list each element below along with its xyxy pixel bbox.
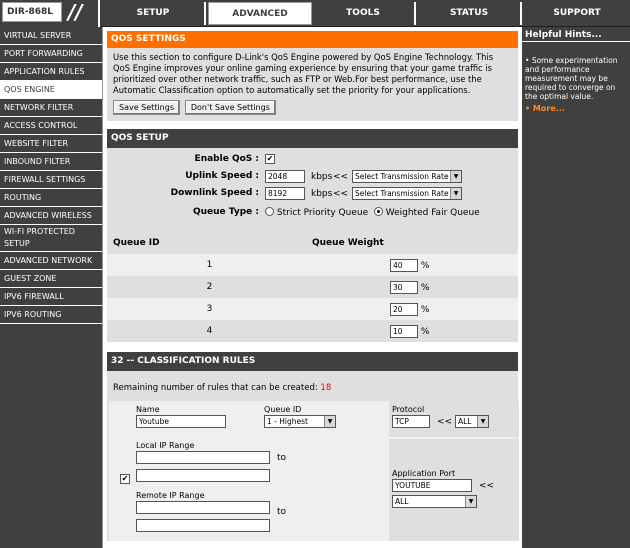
logo-slashes: // <box>68 0 83 24</box>
save-settings-button[interactable]: Save Settings <box>113 100 180 115</box>
dont-save-settings-button[interactable]: Don't Save Settings <box>185 100 276 115</box>
sidebar-item-qos-engine[interactable]: QOS ENGINE <box>0 81 102 99</box>
hint-text: Some experimentation and performance measurement may be required to converge on the optimal value. <box>525 56 618 101</box>
qos-settings-description: Use this section to configure D-Link's QoS Engine powered by QoS Engine Technology. This QoS Engine improves your online gaming experience by ensuring that your game traffic is prioritized over other network traffic, such as FTP or Web.For best performance, use the Automatic Classification option to automatically set the priority for your applications. <box>113 52 494 95</box>
queue-weight-input[interactable]: 30 <box>390 281 418 294</box>
tab-setup[interactable]: SETUP <box>102 2 206 25</box>
more-link[interactable] <box>522 104 630 113</box>
local-ip-range-label: Local IP Range <box>136 441 195 450</box>
protocol-cell <box>389 401 519 437</box>
remote-ip-end-input[interactable] <box>136 519 270 532</box>
queue-id-cell: 2 <box>206 282 213 292</box>
sidebar-item-website-filter[interactable]: WEBSITE FILTER <box>0 135 102 153</box>
chevron-down-icon: ▼ <box>450 171 461 182</box>
sidebar-item-advanced-network[interactable]: ADVANCED NETWORK <box>0 252 102 270</box>
application-port-arrows: << <box>479 481 495 491</box>
queue-id-select[interactable] <box>264 415 336 428</box>
classification-rules-title: 32 -- CLASSIFICATION RULES <box>107 352 518 371</box>
downlink-rate-select[interactable] <box>352 187 462 200</box>
downlink-arrows: << <box>333 189 349 199</box>
remote-ip-start-input[interactable] <box>136 501 270 514</box>
tab-tools[interactable]: TOOLS <box>312 2 416 25</box>
protocol-select-value: ALL <box>458 417 472 426</box>
table-row <box>107 298 518 320</box>
weighted-fair-radio[interactable] <box>374 207 383 216</box>
table-row <box>107 276 518 298</box>
application-port-select-value: ALL <box>395 497 409 506</box>
remote-ip-range-label: Remote IP Range <box>136 491 205 500</box>
uplink-speed-input[interactable]: 2048 <box>265 170 305 183</box>
queue-table <box>107 232 518 342</box>
remaining-rules-label: Remaining number of rules that can be created: <box>113 383 318 393</box>
application-port-label: Application Port <box>392 469 456 478</box>
sidebar-item-port-forwarding[interactable]: PORT FORWARDING <box>0 45 102 63</box>
tab-support[interactable]: SUPPORT <box>524 2 630 25</box>
queue-id-cell: 1 <box>206 260 213 270</box>
strict-priority-radio[interactable] <box>265 207 274 216</box>
tab-status[interactable]: STATUS <box>418 2 522 25</box>
model-logo: DIR-868L <box>2 2 62 22</box>
queue-weight-header: Queue Weight <box>312 232 518 254</box>
chevron-down-icon: ▼ <box>465 496 476 507</box>
logo-area <box>0 0 100 27</box>
table-row <box>107 320 518 342</box>
sidebar-item-routing[interactable]: ROUTING <box>0 189 102 207</box>
percent-label: % <box>420 326 430 337</box>
queue-id-cell: 4 <box>206 326 213 336</box>
downlink-rate-select-value: Select Transmission Rate <box>355 189 449 198</box>
enable-qos-checkbox[interactable]: ✔ <box>266 154 274 163</box>
application-port-select[interactable] <box>392 495 477 508</box>
sidebar-item-guest-zone[interactable]: GUEST ZONE <box>0 270 102 288</box>
top-navigation-bar <box>0 0 630 27</box>
sidebar-item-advanced-wireless[interactable]: ADVANCED WIRELESS <box>0 207 102 225</box>
queue-id-cell: 3 <box>206 304 213 314</box>
main-content <box>102 27 522 548</box>
helpful-hint-text <box>522 42 630 101</box>
protocol-label: Protocol <box>392 405 425 414</box>
uplink-unit: kbps <box>311 172 333 182</box>
bullet-icon: • <box>525 56 530 65</box>
chevron-down-icon: ▼ <box>450 188 461 199</box>
remaining-rules-text <box>107 371 518 401</box>
queue-weight-input[interactable]: 10 <box>390 325 418 338</box>
queue-id-header: Queue ID <box>107 232 312 254</box>
enable-qos-label: Enable QoS : <box>194 154 259 164</box>
queue-weight-input[interactable]: 40 <box>390 259 418 272</box>
queue-type-options <box>265 207 480 218</box>
sidebar-item-ipv6-firewall[interactable]: IPV6 FIREWALL <box>0 288 102 306</box>
weighted-fair-label: Weighted Fair Queue <box>385 208 480 218</box>
sidebar-item-network-filter[interactable]: NETWORK FILTER <box>0 99 102 117</box>
qos-setup-form <box>107 148 518 232</box>
uplink-speed-label: Uplink Speed : <box>185 171 259 181</box>
percent-label: % <box>420 304 430 315</box>
more-link-label: More... <box>532 104 565 113</box>
strict-priority-label: Strict Priority Queue <box>276 208 369 218</box>
sidebar-item-inbound-filter[interactable]: INBOUND FILTER <box>0 153 102 171</box>
protocol-input[interactable]: TCP <box>392 415 430 428</box>
uplink-rate-select-value: Select Transmission Rate <box>355 172 449 181</box>
remaining-rules-count: 18 <box>320 383 332 393</box>
sidebar-item-virtual-server[interactable]: VIRTUAL SERVER <box>0 27 102 45</box>
chevron-down-icon: ▼ <box>477 416 488 427</box>
sidebar <box>0 27 102 548</box>
local-ip-to-label: to <box>277 453 287 463</box>
sidebar-item-firewall-settings[interactable]: FIREWALL SETTINGS <box>0 171 102 189</box>
sidebar-item-wifi-protected-setup[interactable]: WI-FI PROTECTED SETUP <box>0 225 102 252</box>
remote-ip-to-label: to <box>277 507 287 517</box>
qos-setup-title: QOS SETUP <box>107 129 518 148</box>
queue-id-label: Queue ID <box>264 405 302 414</box>
qos-setup-section <box>106 128 519 343</box>
rule-enable-checkbox[interactable]: ✔ <box>121 474 129 483</box>
local-ip-end-input[interactable] <box>136 469 270 482</box>
application-port-input[interactable]: YOUTUBE <box>392 479 472 492</box>
queue-id-select-value: 1 - Highest <box>267 417 308 426</box>
tab-advanced[interactable]: ADVANCED <box>208 2 312 25</box>
qos-settings-title: QOS SETTINGS <box>107 31 518 48</box>
downlink-speed-input[interactable]: 8192 <box>265 187 305 200</box>
helpful-hints-panel <box>522 27 630 548</box>
downlink-unit: kbps <box>311 189 333 199</box>
downlink-speed-label: Downlink Speed : <box>170 188 259 198</box>
queue-weight-input[interactable]: 20 <box>390 303 418 316</box>
percent-label: % <box>420 282 430 293</box>
sidebar-item-access-control[interactable]: ACCESS CONTROL <box>0 117 102 135</box>
qos-settings-section <box>106 30 519 122</box>
uplink-arrows: << <box>333 172 349 182</box>
queue-type-label: Queue Type : <box>192 207 259 217</box>
name-label: Name <box>136 405 160 414</box>
sidebar-item-ipv6-routing[interactable]: IPV6 ROUTING <box>0 306 102 324</box>
application-port-cell <box>389 439 519 541</box>
percent-label: % <box>420 260 430 271</box>
rule-name-input[interactable]: Youtube <box>136 415 226 428</box>
classification-rules-section <box>106 351 519 542</box>
protocol-select[interactable] <box>455 415 489 428</box>
helpful-hints-title: Helpful Hints... <box>522 27 630 42</box>
table-row <box>107 254 518 276</box>
bullet-icon: • <box>525 104 531 113</box>
sidebar-item-application-rules[interactable]: APPLICATION RULES <box>0 63 102 81</box>
local-ip-start-input[interactable] <box>136 451 270 464</box>
protocol-arrows: << <box>437 417 453 427</box>
classification-rule-row <box>109 401 516 541</box>
chevron-down-icon: ▼ <box>324 416 335 427</box>
uplink-rate-select[interactable] <box>352 170 462 183</box>
